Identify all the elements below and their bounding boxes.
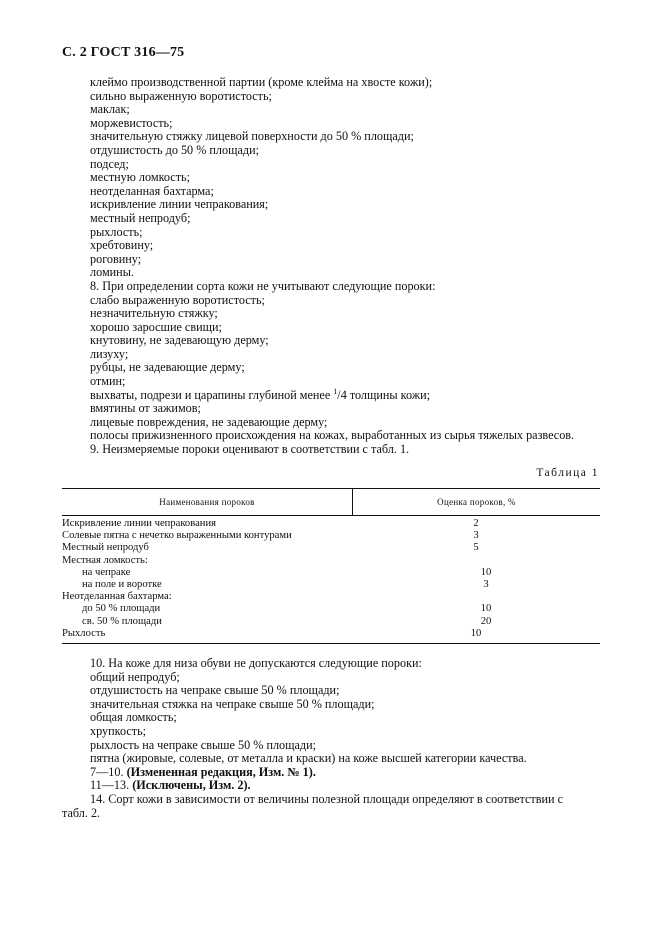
table-row — [62, 542, 600, 554]
list-item: рыхлость на чепраке свыше 50 % площади; — [90, 737, 317, 752]
defects-text-block — [62, 76, 607, 457]
list-item: хрупкость; — [90, 723, 147, 738]
table-row — [62, 530, 600, 542]
list-item: местную ломкость; — [90, 170, 190, 185]
list-item: пятна (жировые, солевые, от металла и краски) на коже высшей категории качества. — [90, 751, 527, 766]
list-item: отдушистость на чепраке свыше 50 % площади; — [90, 683, 340, 698]
defect-name-cell: на чепраке — [82, 566, 131, 578]
list-item: отмин; — [90, 374, 126, 389]
defect-name-cell: Искривление линии чепракования — [62, 518, 216, 529]
edition-note-text: (Измененная редакция, Изм. № 1). — [126, 764, 316, 779]
list-item: подсед; — [90, 156, 129, 171]
list-item: вмятины от зажимов; — [90, 401, 201, 416]
defect-name-cell: на поле и воротке — [82, 578, 162, 590]
list-item: рубцы, не задевающие дерму; — [90, 360, 245, 375]
table-body — [62, 516, 600, 644]
list-item: лизуху; — [90, 346, 129, 361]
list-item: слабо выраженную воротистость; — [90, 292, 265, 307]
table-row — [62, 616, 600, 628]
edition-note-1 — [62, 766, 607, 780]
column-header-score: Оценка пороков, % — [437, 497, 516, 507]
list-item: значительная стяжка на чепраке свыше 50 % площади; — [90, 696, 375, 711]
list-item: искривление линии чепракования; — [90, 197, 269, 212]
edition-note-range: 11—13. — [90, 778, 133, 793]
list-item: значительную стяжку лицевой поверхности до 50 % площади; — [90, 129, 414, 144]
list-item: сильно выраженную воротистость; — [90, 88, 272, 103]
low-footwear-text-block — [62, 657, 607, 820]
page-header: С. 2 ГОСТ 316—75 — [62, 45, 185, 60]
defect-score-cell: 10 — [480, 566, 492, 578]
list-item: кнутовину, не задевающую дерму; — [90, 333, 269, 348]
table-row — [62, 591, 600, 603]
defect-score-cell: 3 — [483, 578, 489, 590]
list-item: полосы прижизненного происхождения на кожах, выработанных из сырья тяжелых развесов. — [90, 428, 575, 443]
column-header-defects: Наименования пороков — [62, 489, 353, 515]
list-item: лицевые повреждения, не задевающие дерму; — [90, 414, 328, 429]
paragraph-8: 8. При определении сорта кожи не учитывают следующие пороки: — [90, 278, 436, 293]
paragraph-14: 14. Сорт кожи в зависимости от величины полезной площади определяют в соответствии с — [90, 791, 564, 806]
list-item: хребтовину; — [90, 238, 154, 253]
defect-score-cell: 3 — [473, 530, 479, 542]
scratches-text-end: толщины кожи; — [346, 387, 431, 402]
list-item: неотделанная бахтарма; — [90, 183, 214, 198]
table-caption: Таблица 1 — [536, 467, 599, 479]
scratches-text: выхваты, подрези и царапины глубиной менее — [90, 387, 334, 402]
edition-note-2 — [62, 779, 607, 793]
list-item: маклак; — [90, 102, 130, 117]
defect-name-cell: Рыхлость — [62, 627, 106, 639]
defect-score-cell: 5 — [473, 542, 479, 554]
list-item: общий непродуб; — [90, 669, 180, 684]
paragraph-9: 9. Неизмеряемые пороки оценивают в соответствии с табл. 1. — [90, 442, 410, 457]
defect-name-cell: Местный непродуб — [62, 542, 149, 554]
table-row — [62, 579, 600, 591]
list-item: моржевистость; — [90, 115, 173, 130]
defect-name-cell: Неотделанная бахтарма: — [62, 591, 172, 603]
list-item: местный непродуб; — [90, 210, 191, 225]
defect-name-cell: Солевые пятна с нечетко выраженными контурами — [62, 530, 292, 542]
defect-name-cell: Местная ломкость: — [62, 554, 148, 566]
list-item: клеймо производственной партии (кроме клейма на хвосте кожи); — [90, 75, 433, 89]
fraction-denominator: 4 — [340, 387, 347, 402]
edition-note-range: 7—10. — [90, 764, 127, 779]
list-item: рыхлость; — [90, 224, 143, 239]
defect-name-cell: до 50 % площади — [82, 603, 161, 615]
edition-note-text: (Исключены, Изм. 2). — [132, 778, 251, 793]
defect-score-cell: 20 — [480, 615, 492, 627]
defect-score-cell: 2 — [473, 518, 479, 529]
paragraph-14-continued: табл. 2. — [62, 805, 101, 820]
table-header — [62, 488, 600, 516]
list-item: хорошо заросшие свищи; — [90, 319, 222, 334]
list-item: отдушистость до 50 % площади; — [90, 142, 259, 157]
table-row — [62, 603, 600, 615]
table-row — [62, 628, 600, 640]
table-row — [62, 555, 600, 567]
defects-table — [62, 488, 600, 644]
list-item: ломины. — [90, 265, 134, 280]
table-row — [62, 567, 600, 579]
list-item: общая ломкость; — [90, 710, 177, 725]
defect-name-cell: св. 50 % площади — [82, 615, 162, 627]
defect-score-cell: 10 — [470, 627, 482, 639]
list-item: незначительную стяжку; — [90, 306, 218, 321]
list-item: роговину; — [90, 251, 142, 266]
defect-score-cell: 10 — [480, 603, 492, 615]
fraction-numerator: 1 — [333, 386, 338, 396]
defect-score-cell — [352, 591, 600, 603]
fraction-separator: / — [337, 387, 341, 402]
defect-score-cell — [352, 555, 600, 567]
paragraph-10: 10. На коже для низа обуви не допускаются следующие пороки: — [90, 656, 422, 670]
list-item-scratches — [62, 386, 607, 403]
table-row — [62, 518, 600, 530]
